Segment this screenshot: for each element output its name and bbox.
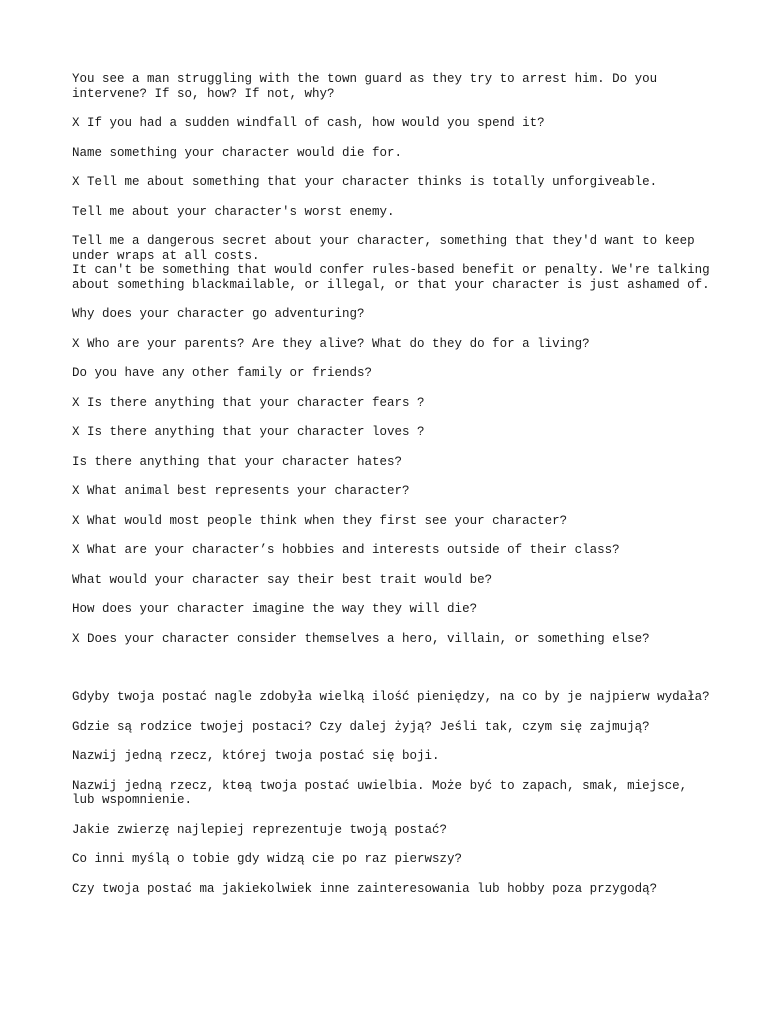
polish-question-paragraph: Co inni myślą o tobie gdy widzą cie po raz pierwszy? [72, 852, 463, 866]
question-paragraph: X What would most people think when they first see your character? [72, 513, 568, 528]
polish-question-paragraph: Nazwij jedną rzecz, której twoja postać się boji. [72, 749, 440, 763]
question-paragraph: Tell me a dangerous secret about your character, something that they'd want to keep under wraps at all costs. It can't be something that would confer rules-based benefit or penalty. We're talking about something blackmailable, or illegal, or that your character is just ashamed of. [72, 234, 710, 292]
question-paragraph: What would your character say their best trait would be? [72, 572, 493, 587]
question-paragraph: Is there anything that your character hates? [72, 454, 403, 469]
polish-question-paragraph: Nazwij jedną rzecz, ktөą twoja postać uwielbia. Może być to zapach, smak, miejsce, lub wspomnienie. [72, 778, 695, 807]
document-body [72, 72, 712, 911]
question-paragraph: X Who are your parents? Are they alive? What do they do for a living? [72, 336, 590, 351]
question-paragraph: X Tell me about something that your character thinks is totally unforgiveable. [72, 175, 658, 189]
question-paragraph: X Is there anything that your character fears ? [72, 395, 425, 410]
question-paragraph: X What animal best represents your character? [72, 484, 410, 498]
polish-question-paragraph: Gdzie są rodzice twojej postaci? Czy dalej żyją? Jeśli tak, czym się zajmują? [72, 719, 650, 734]
question-paragraph: Why does your character go adventuring? [72, 307, 365, 321]
section-spacer [72, 661, 712, 690]
polish-question-paragraph: Czy twoja postać ma jakiekolwiek inne zainteresowania lub hobby poza przygodą? [72, 881, 658, 896]
question-paragraph: X If you had a sudden windfall of cash, how would you spend it? [72, 116, 545, 130]
polish-question-paragraph: Jakie zwierzę najlepiej reprezentuje twoją postać? [72, 822, 448, 837]
polish-question-paragraph: Gdyby twoja postać nagle zdobyła wielką ilość pieniędzy, na co by je najpierw wydała? [72, 690, 710, 704]
question-paragraph: X Does your character consider themselves a hero, villain, or something else? [72, 631, 650, 646]
question-paragraph: Do you have any other family or friends? [72, 366, 373, 380]
question-paragraph: X Is there anything that your character loves ? [72, 425, 425, 439]
question-paragraph: X What are your character’s hobbies and interests outside of their class? [72, 543, 620, 557]
question-paragraph: How does your character imagine the way they will die? [72, 602, 478, 616]
question-paragraph: Name something your character would die for. [72, 145, 403, 160]
question-paragraph: Tell me about your character's worst enemy. [72, 204, 395, 219]
question-paragraph: You see a man struggling with the town guard as they try to arrest him. Do you intervene? If so, how? If not, why? [72, 72, 665, 101]
